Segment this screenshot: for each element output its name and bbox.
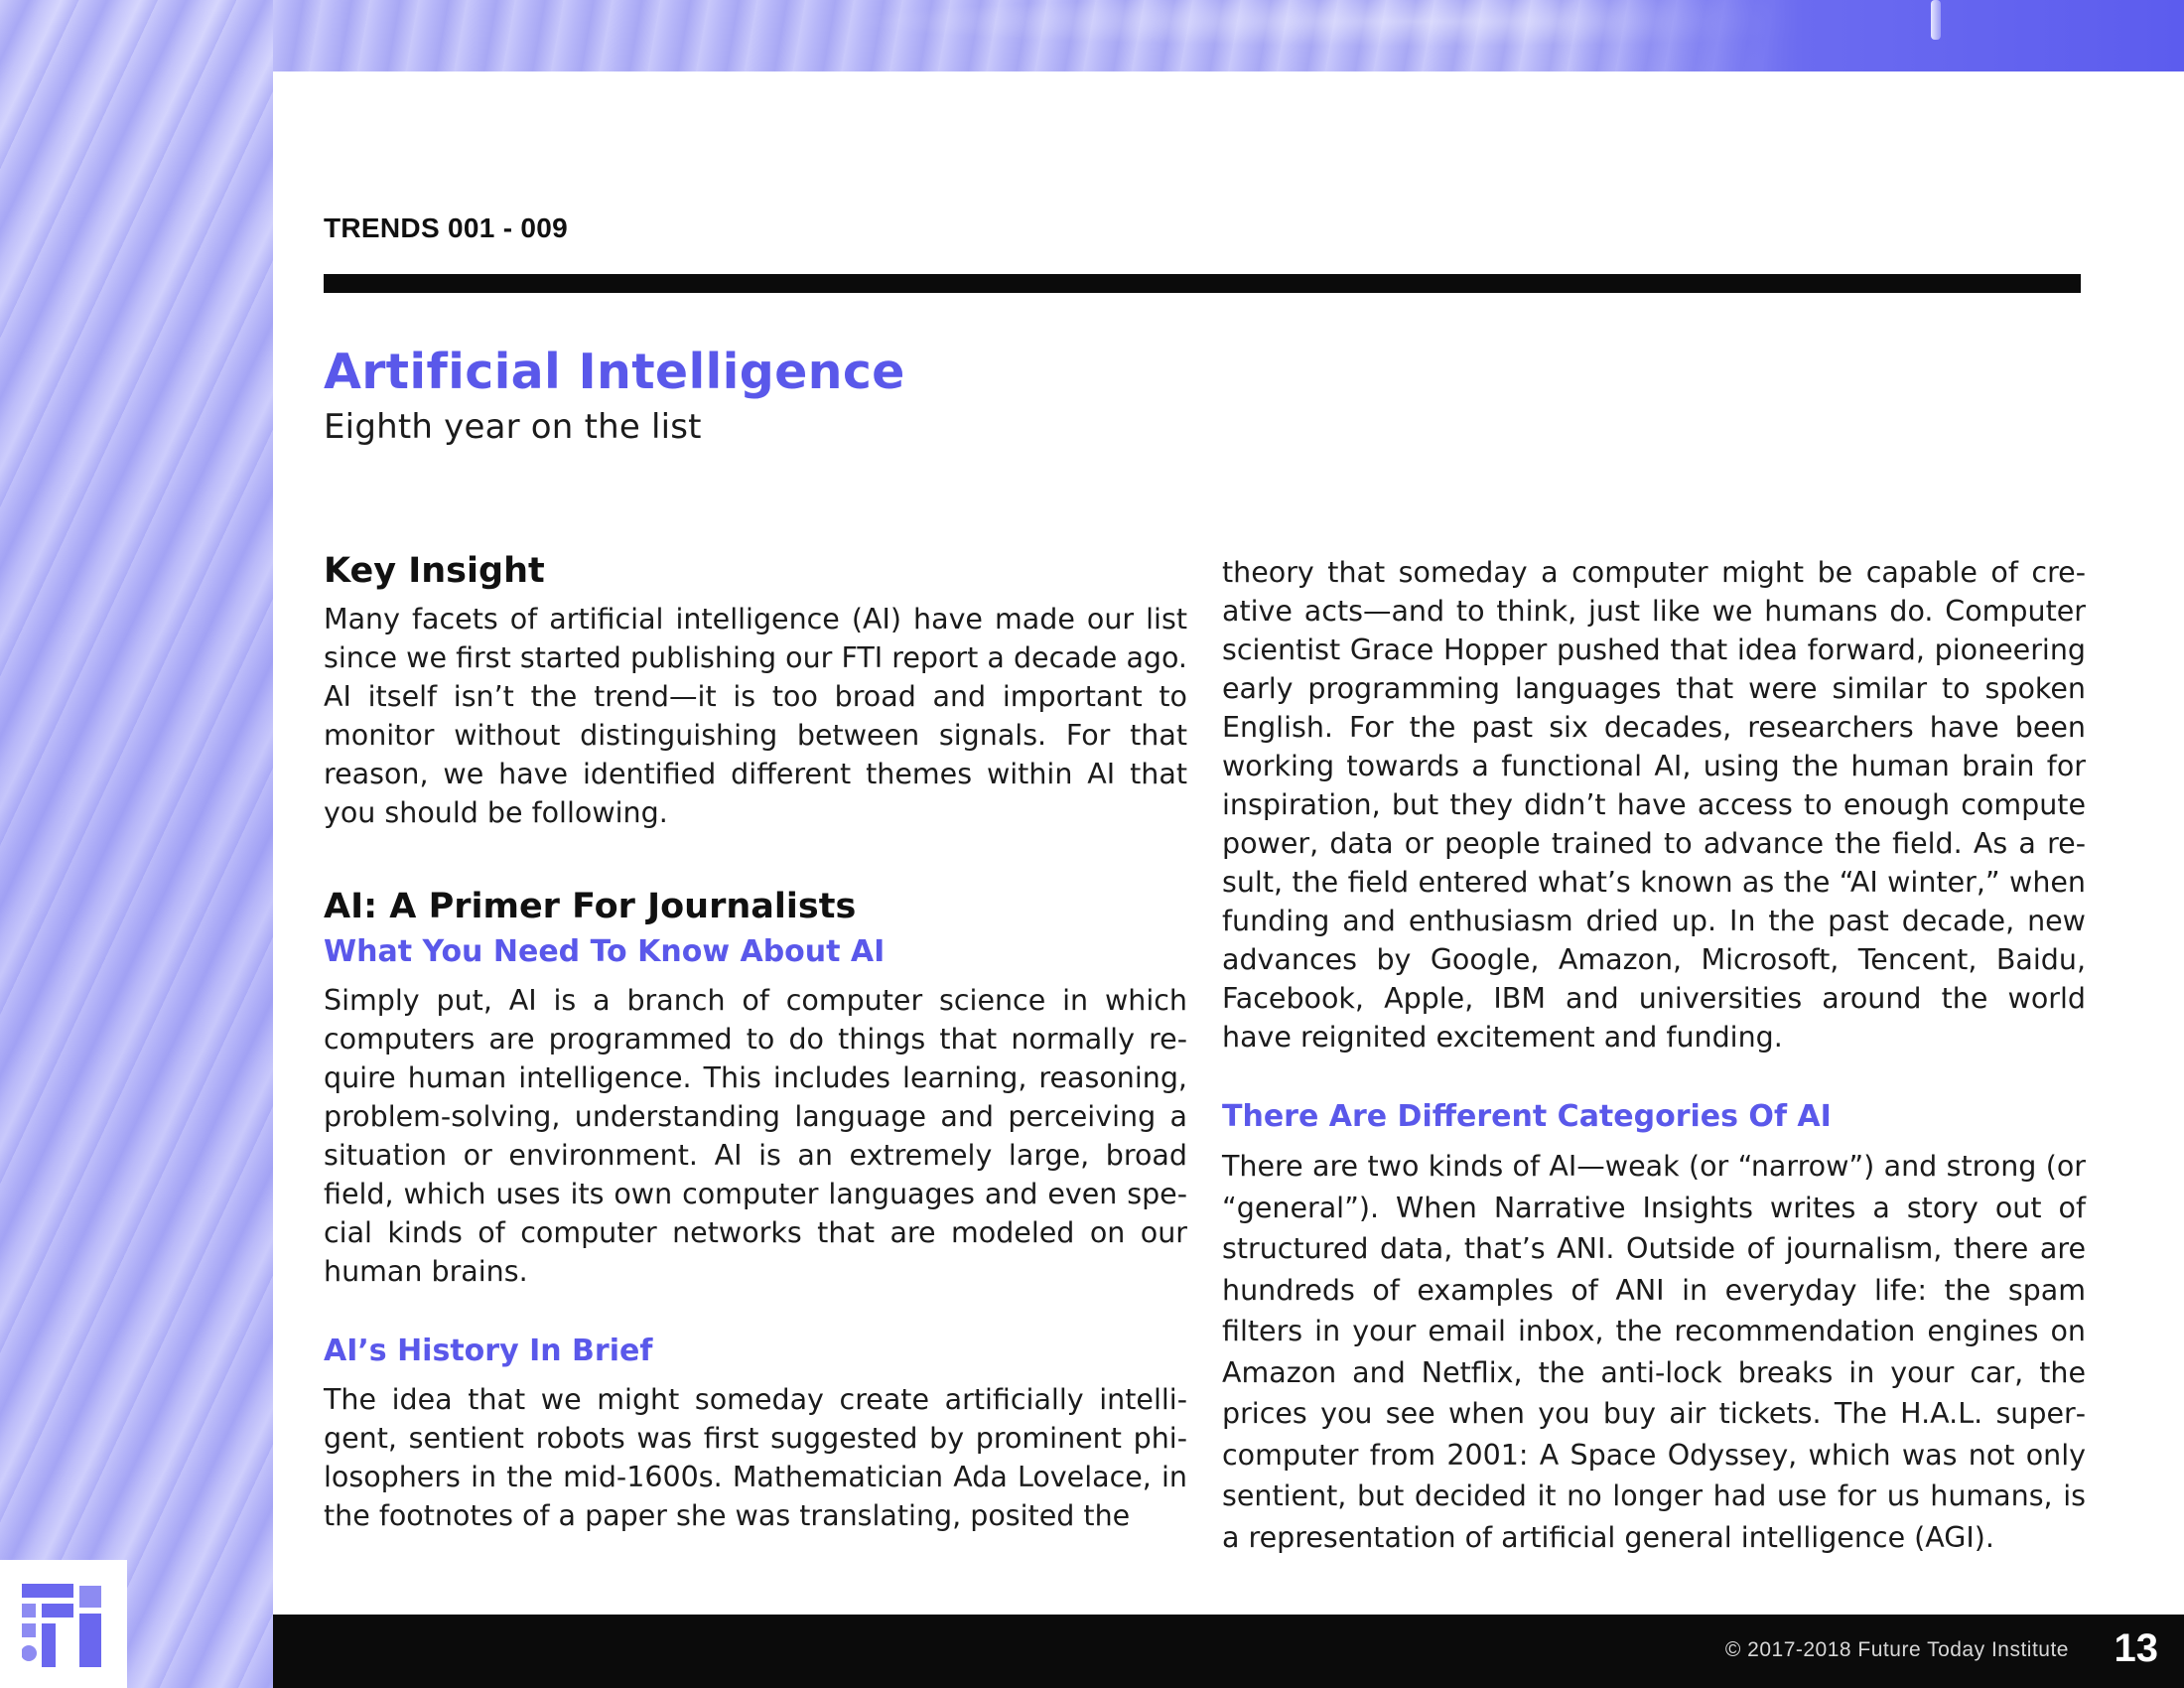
need-to-know-body: Simply put, AI is a branch of computer science in which computers are programmed to do things that normally require human intelligence. This includes learning, reasoning, problem-solving, understanding language and perceiving a situation or environment. AI is an extremely large, broad field, which uses its own computer languages and even special kinds of computer networks that are modeled on our human brains. (324, 984, 1187, 1288)
categories-body: There are two kinds of AI—weak (or “narrow”) and strong (or “general”). When Narrative Insights writes a story out of structured data, that’s ANI. Outside of journalism, there are hundreds of examples of ANI in everyday life: the spam filters in your email inbox, the recommendation engines on Amazon and Netflix, the anti-lock breaks in your car, the prices you see when you buy air tickets. The H.A.L. supercomputer from 2001: A Space Odyssey, which was not only sentient, but decided it no longer had use for us humans, is a representation of artificial general intelligence (AGI). (1222, 1150, 2086, 1554)
history-body-part1: The idea that we might someday create artificially intelligent, sentient robots was first suggested by prominent philosophers in the mid-1600s. Mathematician Ada Lovelace, in the footnotes of a paper she was translating, posited the (324, 1383, 1187, 1532)
footer-copyright: © 2017-2018 Future Today Institute (1724, 1638, 2069, 1661)
history-heading: AI’s History In Brief (324, 1334, 653, 1368)
logo-box (0, 1560, 127, 1688)
left-column (324, 548, 1187, 1535)
history-body-part2: theory that someday a computer might be capable of creative acts—and to think, just like we humans do. Computer scientist Grace Hopper pushed that idea forward, pioneering early programming languages that were similar to spoken English. For the past six decades, researchers have been working towards a functional AI, using the human brain for inspiration, but they didn’t have access to enough compute power, data or people trained to advance the field. As a result, the field entered what’s known as the “AI winter,” when funding and enthusiasm dried up. In the past decade, new advances by Google, Amazon, Microsoft, Tencent, Baidu, Facebook, Apple, IBM and universities around the world have reignited excitement and funding. (1222, 556, 2086, 1054)
categories-heading: There Are Different Categories Of AI (1222, 1099, 1832, 1134)
background-image-left (0, 0, 273, 1688)
key-insight-heading: Key Insight (324, 551, 545, 591)
section-label: TRENDS 001 - 009 (324, 212, 569, 243)
footer (273, 1615, 2184, 1688)
header-rule (324, 274, 2081, 293)
page-subtitle: Eighth year on the list (324, 407, 702, 447)
need-to-know-heading: What You Need To Know About AI (324, 934, 886, 969)
page-number: 13 (2114, 1626, 2158, 1670)
background-image-highlight (1931, 0, 1941, 40)
page-title: Artificial Intelligence (324, 344, 905, 400)
key-insight-body: Many facets of artificial intelligence (AI) have made our list since we first started publishing our FTI report a decade ago. AI itself isn’t the trend—it is too broad and important to monitor without distinguishing between signals. For that reason, we have identified different themes within AI that you should be following. (324, 603, 1187, 829)
right-column (1222, 553, 2086, 1558)
background-image-top-accent (1549, 0, 2184, 71)
primer-heading: AI: A Primer For Journalists (324, 887, 857, 926)
fti-logo-icon (22, 1584, 105, 1667)
